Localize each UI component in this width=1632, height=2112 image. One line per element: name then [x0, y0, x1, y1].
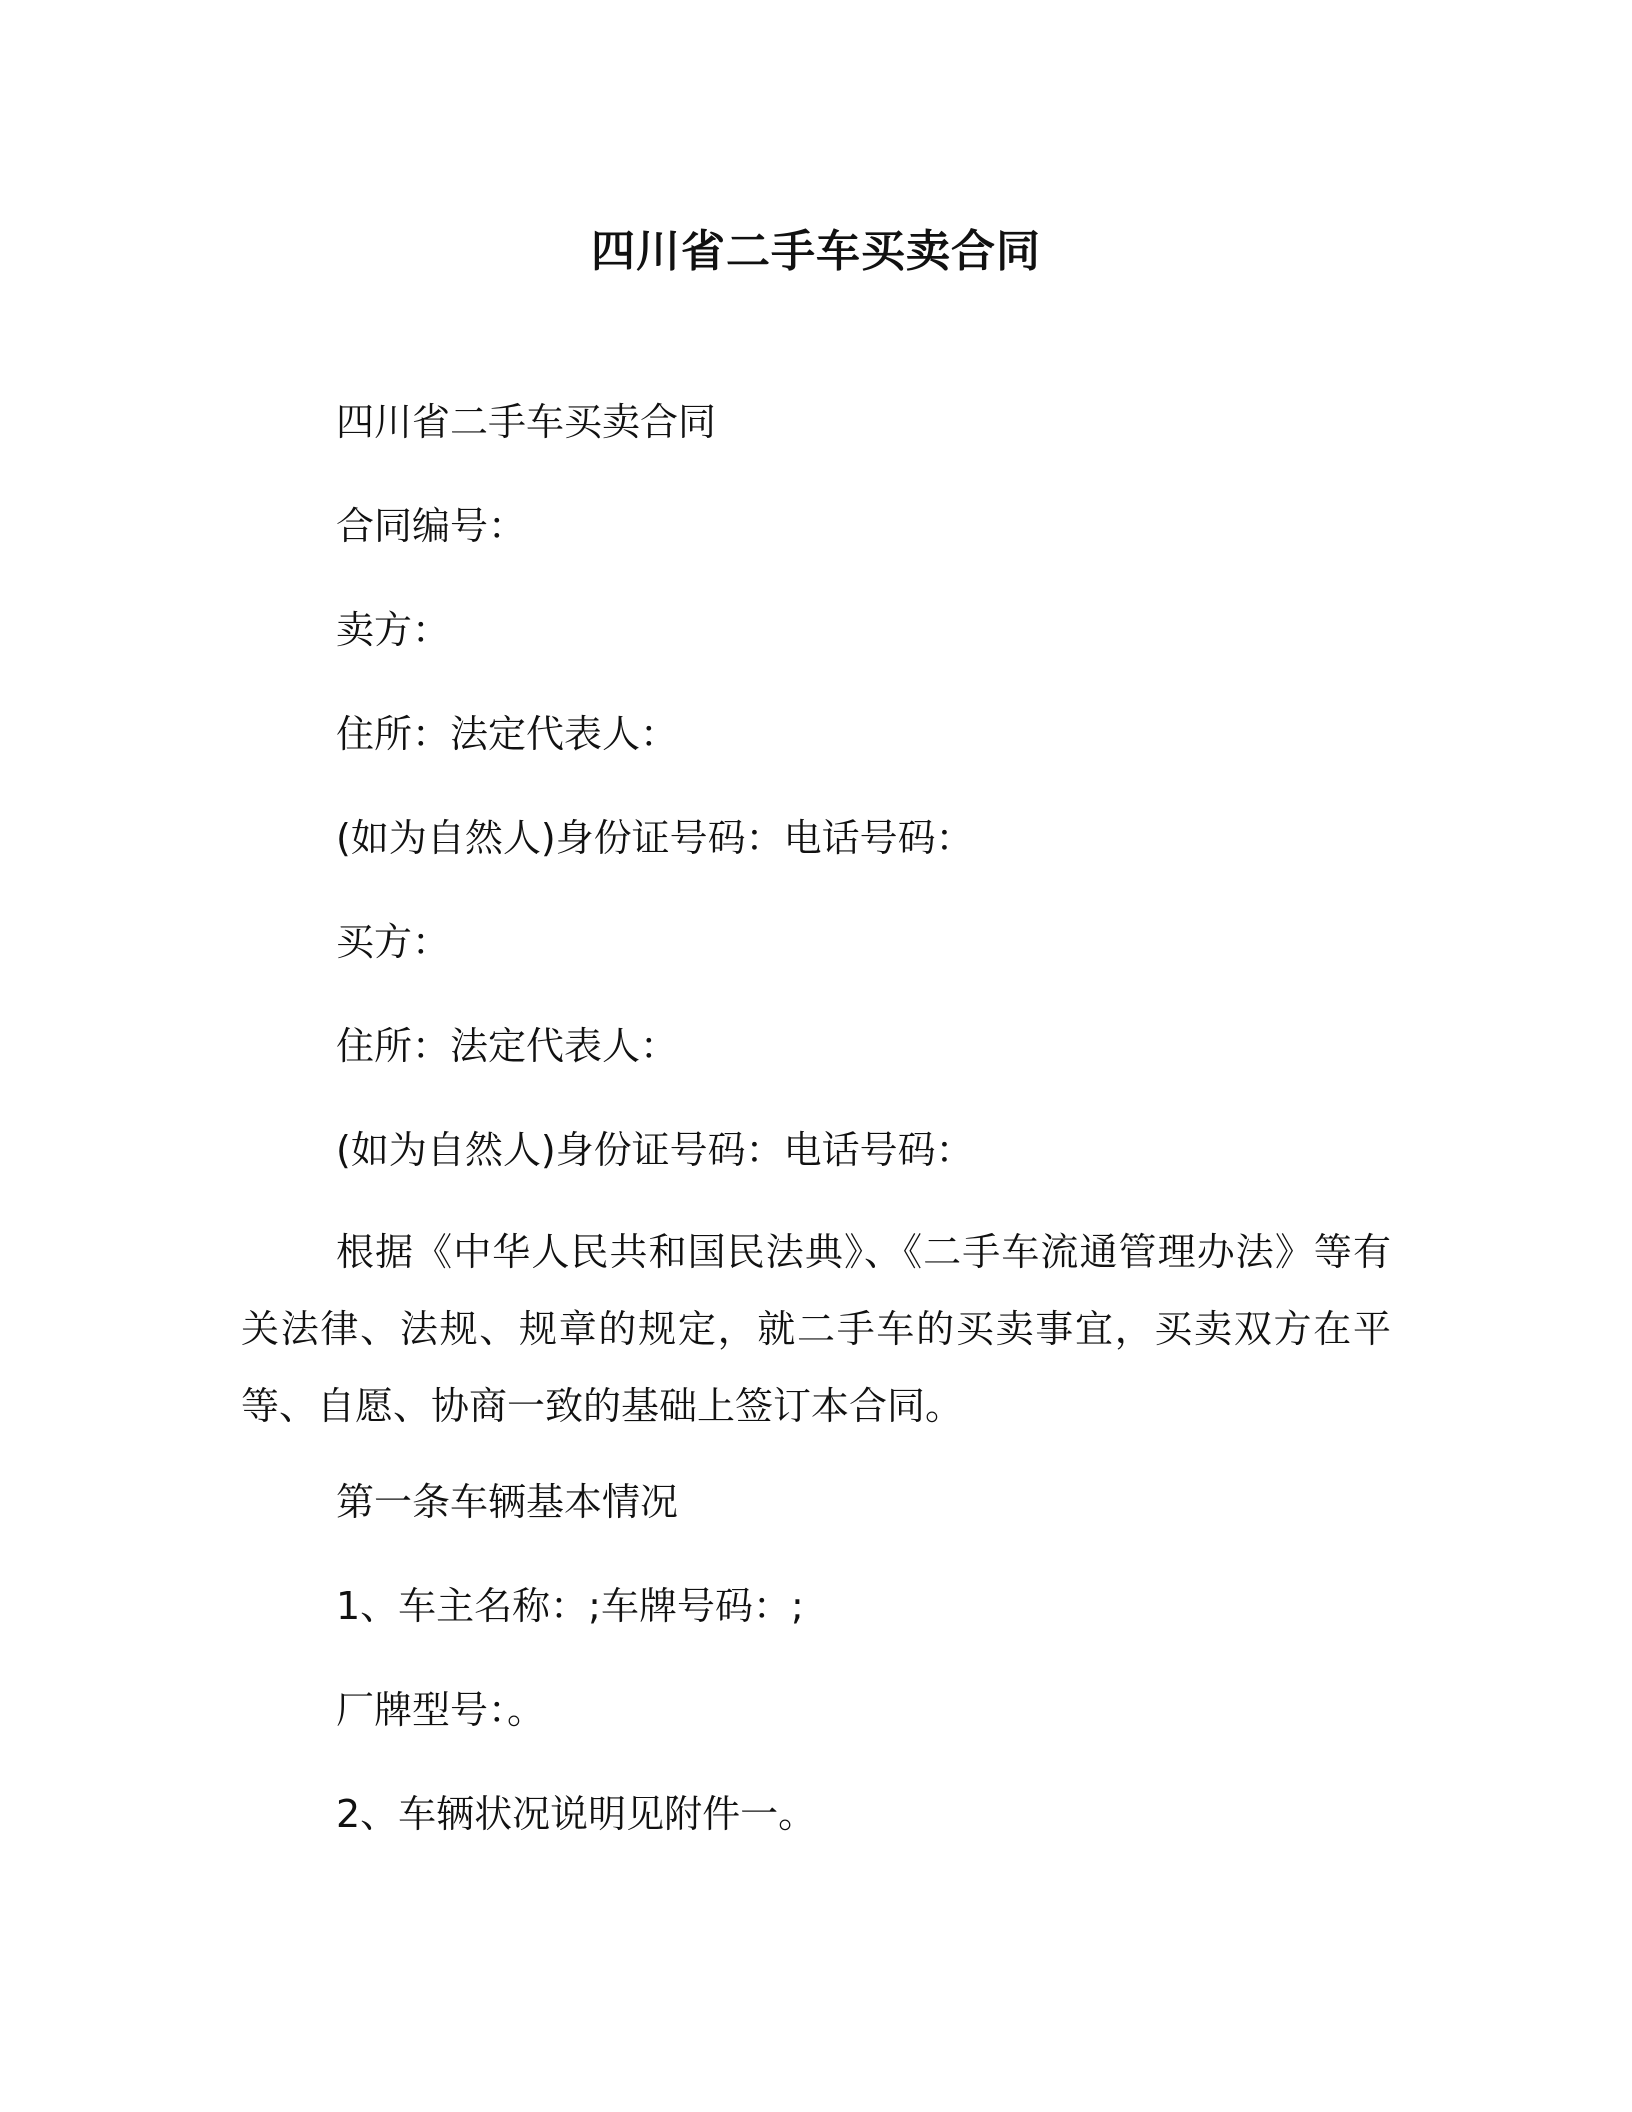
contract-subtitle: 四川省二手车买卖合同 — [336, 400, 717, 444]
article-1-item-model: 厂牌型号：。 — [336, 1688, 546, 1732]
contract-number-line: 合同编号： — [336, 504, 527, 548]
article-1-heading: 第一条车辆基本情况 — [336, 1480, 679, 1524]
seller-line: 卖方： — [336, 608, 451, 652]
intro-paragraph: 根据《中华人民共和国民法典》、《二手车流通管理办法》等有关法律、法规、规章的规定，就二手车的买卖事宜，买卖双方在平等、自愿、协商一致的基础上签订本合同。 — [241, 1230, 1391, 1428]
buyer-address-line: 住所：法定代表人： — [336, 1024, 679, 1068]
article-1-item-owner-plate: 1、车主名称：;车牌号码：; — [336, 1584, 804, 1628]
buyer-id-phone-line: (如为自然人)身份证号码：电话号码： — [336, 1128, 974, 1172]
article-1-item-condition: 2、车辆状况说明见附件一。 — [336, 1792, 817, 1836]
seller-id-phone-line: (如为自然人)身份证号码：电话号码： — [336, 816, 974, 860]
seller-address-line: 住所：法定代表人： — [336, 712, 679, 756]
document-title: 四川省二手车买卖合同 — [591, 226, 1041, 277]
buyer-line: 买方： — [336, 920, 451, 964]
